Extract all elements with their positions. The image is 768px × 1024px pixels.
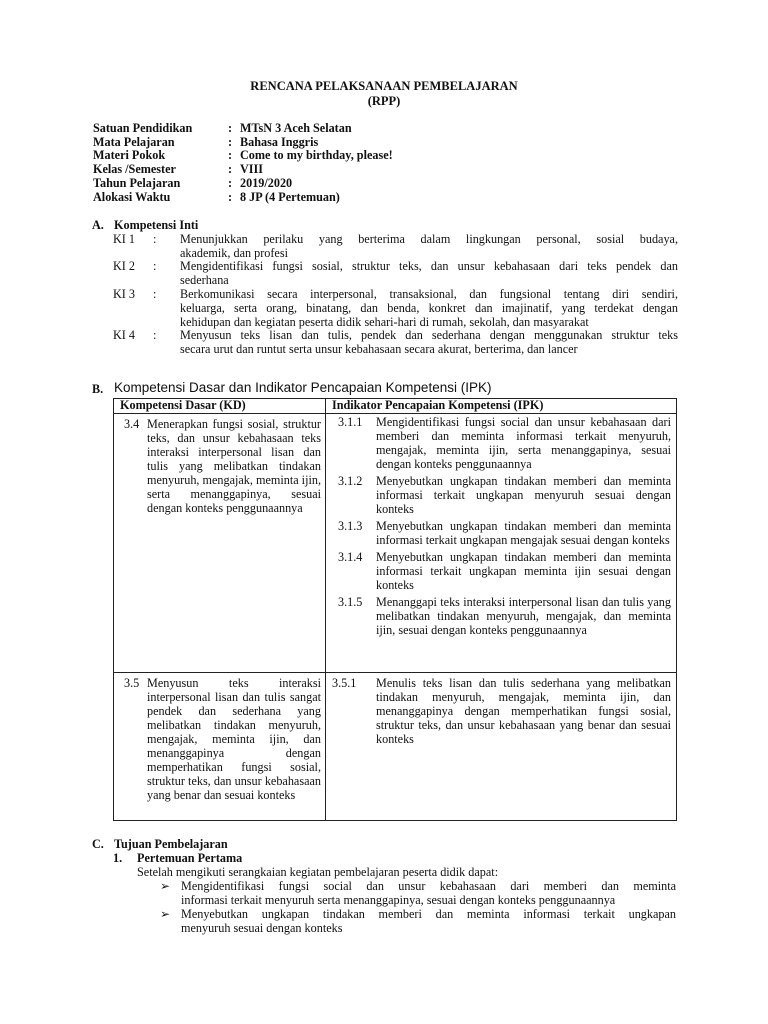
subsection-heading: 1. Pertemuan Pertama bbox=[113, 851, 243, 865]
ipk-cell bbox=[326, 673, 677, 821]
document-title: RENCANA PELAKSANAAN PEMBELAJARAN bbox=[250, 79, 518, 93]
section-a-heading: A. Kompetensi Inti bbox=[92, 218, 199, 232]
kd-cell bbox=[114, 673, 326, 821]
section-b-heading: B. Kompetensi Dasar dan Indikator Pencapaian Kompetensi (IPK) bbox=[92, 380, 492, 396]
ipk-item: 3.1.4 Menyebutkan ungkapan tindakan memberi dan meminta informasi terkait ungkapan meminta ijin sesuai dengan konteks bbox=[338, 550, 671, 592]
table-header-kd: Kompetensi Dasar (KD) bbox=[114, 399, 326, 414]
ipk-item: 3.5.1 Menulis teks lisan dan tulis sederhana yang melibatkan tindakan menyuruh, mengajak, meminta ijin, dan menanggapinya dengan memperhatikan fungsi sosial, struktur teks, dan unsur kebahasaan yang benar dan sesuai konteks bbox=[332, 676, 671, 746]
kd-text: Menyusun teks interaksi interpersonal lisan dan tulis sangat pendek dan sederhana yang melibatkan tindakan menyuruh, mengajak, meminta ijin, dan menanggapinya dengan memperhatikan fungsi sosial, struktur teks, dan unsur kebahasaan yang benar dan sesuai konteks bbox=[147, 676, 321, 802]
ipk-item: 3.1.3 Menyebutkan ungkapan tindakan memberi dan meminta informasi terkait ungkapan mengajak sesuai dengan konteks bbox=[338, 519, 671, 547]
section-c-heading: C. Tujuan Pembelajaran bbox=[92, 837, 228, 851]
arrow-bullet-icon: ➢ bbox=[160, 907, 171, 921]
arrow-bullet-icon: ➢ bbox=[160, 879, 171, 893]
kd-text: Menerapkan fungsi sosial, struktur teks, dan unsur kebahasaan teks interaksi interpersonal lisan dan tulis yang melibatkan tindakan menyuruh, mengajak, meminta ijin, serta menanggapinya, sesuai dengan konteks penggunaannya bbox=[147, 417, 321, 515]
ipk-item: 3.1.2 Menyebutkan ungkapan tindakan memberi dan meminta informasi terkait ungkapan menyuruh sesuai dengan konteks bbox=[338, 474, 671, 516]
document-subtitle: (RPP) bbox=[367, 94, 401, 108]
kd-number: 3.4 bbox=[124, 417, 140, 431]
objective-intro: Setelah mengikuti serangkaian kegiatan pembelajaran peserta didik dapat: bbox=[137, 865, 499, 879]
table-header-row bbox=[114, 399, 677, 414]
table-row bbox=[114, 414, 677, 673]
ipk-item: 3.1.5 Menanggapi teks interaksi interpersonal lisan dan tulis yang melibatkan tindakan menyuruh, mengajak, dan meminta ijin, sesuai dengan konteks penggunaannya bbox=[338, 595, 671, 637]
ipk-cell bbox=[326, 414, 677, 673]
kd-number: 3.5 bbox=[124, 676, 140, 690]
table-row bbox=[114, 673, 677, 821]
table-header-ipk: Indikator Pencapaian Kompetensi (IPK) bbox=[326, 399, 677, 414]
document-page: RENCANA PELAKSANAAN PEMBELAJARAN (RPP) Satuan Pendidikan : MTsN 3 Aceh Selatan Mata Pelajaran : Bahasa Inggris Materi Pokok : Come to my birthday, please! Kelas /Semester : VIII Tahun Pelajaran : 2019/2020 Alokasi Waktu : 8 JP (4 Pertemuan) A. Kompetensi Inti KI 1 : Menunjukkan perilaku yang berterima dalam lingkungan personal, sosial budaya, akademik, dan profesi KI 2 : Mengidentifikasi fungsi sosial, struktur teks, dan unsur kebahasaan dari teks pendek dan sederhana KI 3 : Berkomunikasi secara interpersonal, transaksional, dan fungsional tentang diri sendiri, keluarga, serta orang, binatang, dan benda, konkret dan imajinatif, yang terdekat dengan kehidupan dan kegiatan peserta didik sehari-hari di rumah, sekolah, dan masyarakat KI 4 : Menyusun teks lisan dan tulis, pendek dan sederhana dengan menggunakan struktur teks secara urut dan runtut serta unsur kebahasaan secara akurat, berterima, dan lancer B. Kompetensi Dasar dan Indikator Pencapaian Kompetensi (IPK) Kompetensi Dasar (KD) Indikator Pencapaian Kompetensi (IPK) 3.4 Menerapkan fungsi sosial, struktur teks, dan unsur kebahasaan teks interaksi interpersonal lisan dan tulis yang melibatkan tindakan menyuruh, mengajak, meminta ijin, serta menanggapinya, sesuai dengan konteks penggunaannya 3.1.1 Mengidentifikasi fungsi social dan unsur kebahasaan dari memberi dan meminta informasi terkait menyuruh, mengajak, meminta ijin, serta menanggapinya, sesuai dengan konteks penggunaannya 3.1.2 Menyebutkan ungkapan tindakan memberi dan meminta informasi terkait ungkapan menyuruh sesuai dengan konteks 3.1.3 Menyebutkan ungkapan tindakan memberi dan meminta informasi terkait ungkapan mengajak sesuai dengan konteks 3.1.4 Menyebutkan ungkapan tindakan memberi dan meminta informasi terkait ungkapan meminta ijin sesuai dengan konteks 3.1.5 Menanggapi teks interaksi interpersonal lisan dan tulis yang melibatkan tindakan menyuruh, mengajak, dan meminta ijin, sesuai dengan konteks penggunaannya 3.5 Menyusun teks interaksi interpersonal lisan dan tulis sangat pendek dan sederhana yang melibatkan tindakan menyuruh, mengajak, meminta ijin, dan menanggapinya dengan memperhatikan fungsi sosial, struktur teks, dan unsur kebahasaan yang benar dan sesuai konteks 3.5.1 Menulis teks lisan dan tulis sederhana yang melibatkan tindakan menyuruh, mengajak, meminta ijin, dan menanggapinya dengan memperhatikan fungsi sosial, struktur teks, dan unsur kebahasaan yang benar dan sesuai konteks C. Tujuan Pembelajaran 1. Pertemuan Pertama Setelah mengikuti serangkaian kegiatan pembelajaran peserta didik dapat: ➢ Mengidentifikasi fungsi social dan unsur kebahasaan dari memberi dan meminta informasi terkait menyuruh serta menanggapinya, sesuai dengan konteks penggunaannya ➢ Menyebutkan ungkapan tindakan memberi dan meminta informasi terkait ungkapan menyuruh sesuai dengan konteks bbox=[0, 0, 768, 1024]
ipk-item: 3.1.1 Mengidentifikasi fungsi social dan unsur kebahasaan dari memberi dan meminta informasi terkait menyuruh, mengajak, meminta ijin, serta menanggapinya, sesuai dengan konteks penggunaannya bbox=[338, 415, 671, 471]
kd-cell bbox=[114, 414, 326, 673]
kd-ipk-table bbox=[113, 398, 677, 821]
